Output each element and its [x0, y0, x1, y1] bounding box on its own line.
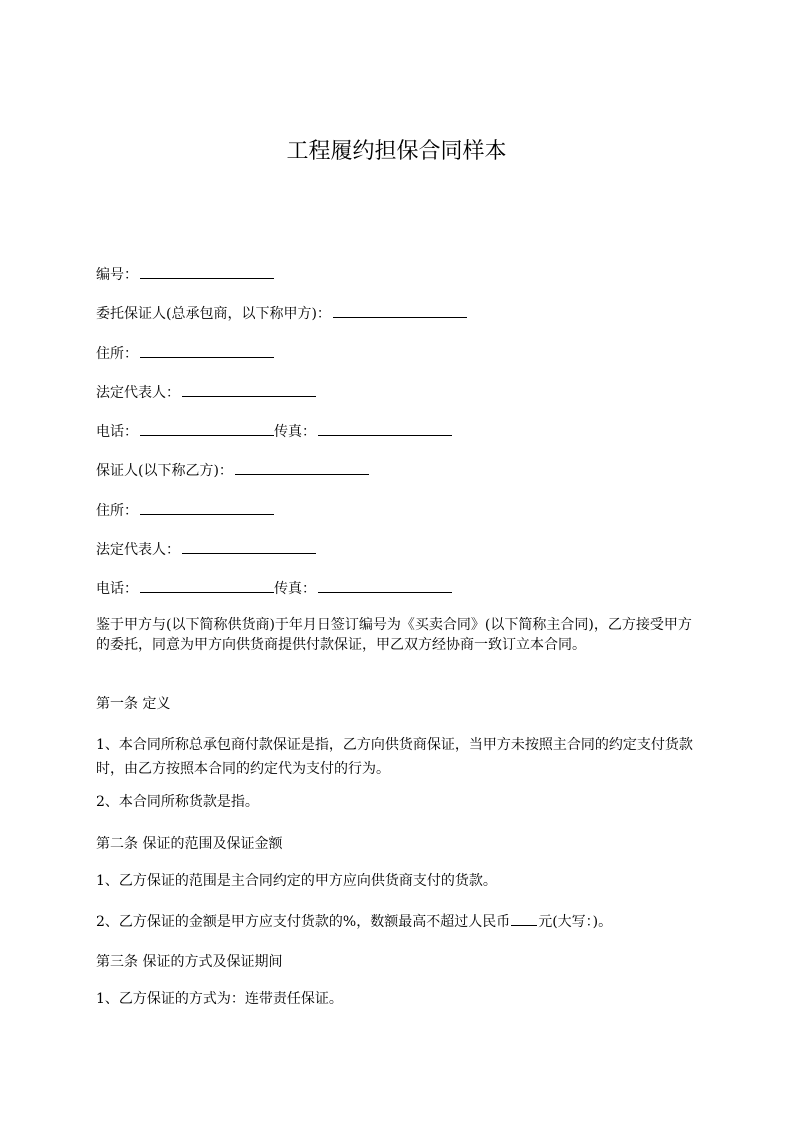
number-label: 编号： [96, 267, 138, 283]
number-field [96, 262, 274, 285]
preamble-paragraph: 鉴于甲方与(以下简称供货商)于年月日签订编号为《买卖合同》(以下简称主合同)，乙方接受甲方的委托，同意为甲方向供货商提供付款保证，甲乙双方经协商一致订立本合同。 [96, 617, 692, 653]
client-fax-label: 传真： [274, 424, 316, 440]
guarantor-contact-field [96, 576, 452, 599]
number-blank[interactable] [140, 262, 274, 279]
client-label: 委托保证人(总承包商，以下称甲方)： [96, 306, 331, 322]
guarantor-rep-label: 法定代表人： [96, 542, 180, 558]
guarantor-address-label: 住所： [96, 503, 138, 519]
client-contact-field [96, 419, 452, 442]
guarantor-address-field [96, 498, 274, 521]
document-title: 工程履约担保合同样本 [286, 139, 507, 164]
client-phone-label: 电话： [96, 424, 138, 440]
client-rep-label: 法定代表人： [96, 385, 180, 401]
guarantor-rep-blank[interactable] [182, 537, 316, 554]
guarantor-phone-blank[interactable] [140, 576, 274, 593]
client-phone-blank[interactable] [140, 419, 274, 436]
article2-item2-suffix: 元(大写：)。 [538, 914, 613, 930]
client-blank[interactable] [333, 301, 467, 318]
client-address-label: 住所： [96, 346, 138, 362]
article2-item1: 1、乙方保证的范围是主合同约定的甲方应向供货商支付的货款。 [96, 873, 497, 889]
client-rep-field [96, 380, 316, 403]
guarantor-field [96, 458, 369, 481]
guarantor-rep-field [96, 537, 316, 560]
guarantor-address-blank[interactable] [140, 498, 274, 515]
client-fax-blank[interactable] [318, 419, 452, 436]
amount-blank[interactable] [511, 909, 537, 926]
article3-heading: 第三条 保证的方式及保证期间 [96, 954, 283, 970]
client-rep-blank[interactable] [182, 380, 316, 397]
article1-item2: 2、本合同所称货款是指。 [96, 794, 259, 810]
article3-item1: 1、乙方保证的方式为：连带责任保证。 [96, 991, 343, 1007]
guarantor-blank[interactable] [235, 458, 369, 475]
guarantor-fax-blank[interactable] [318, 576, 452, 593]
article2-heading: 第二条 保证的范围及保证金额 [96, 836, 283, 852]
article1-item1: 1、本合同所称总承包商付款保证是指，乙方向供货商保证，当甲方未按照主合同的约定支付货款时，由乙方按照本合同的约定代为支付的行为。 [96, 737, 693, 777]
guarantor-fax-label: 传真： [274, 581, 316, 597]
article1-heading: 第一条 定义 [96, 696, 171, 712]
guarantor-phone-label: 电话： [96, 581, 138, 597]
client-address-blank[interactable] [140, 341, 274, 358]
article2-item2-prefix: 2、乙方保证的金额是甲方应支付货款的%，数额最高不超过人民币 [96, 914, 511, 930]
article2-item2 [96, 909, 612, 932]
client-field [96, 301, 467, 324]
guarantor-label: 保证人(以下称乙方)： [96, 463, 233, 479]
client-address-field [96, 341, 274, 364]
